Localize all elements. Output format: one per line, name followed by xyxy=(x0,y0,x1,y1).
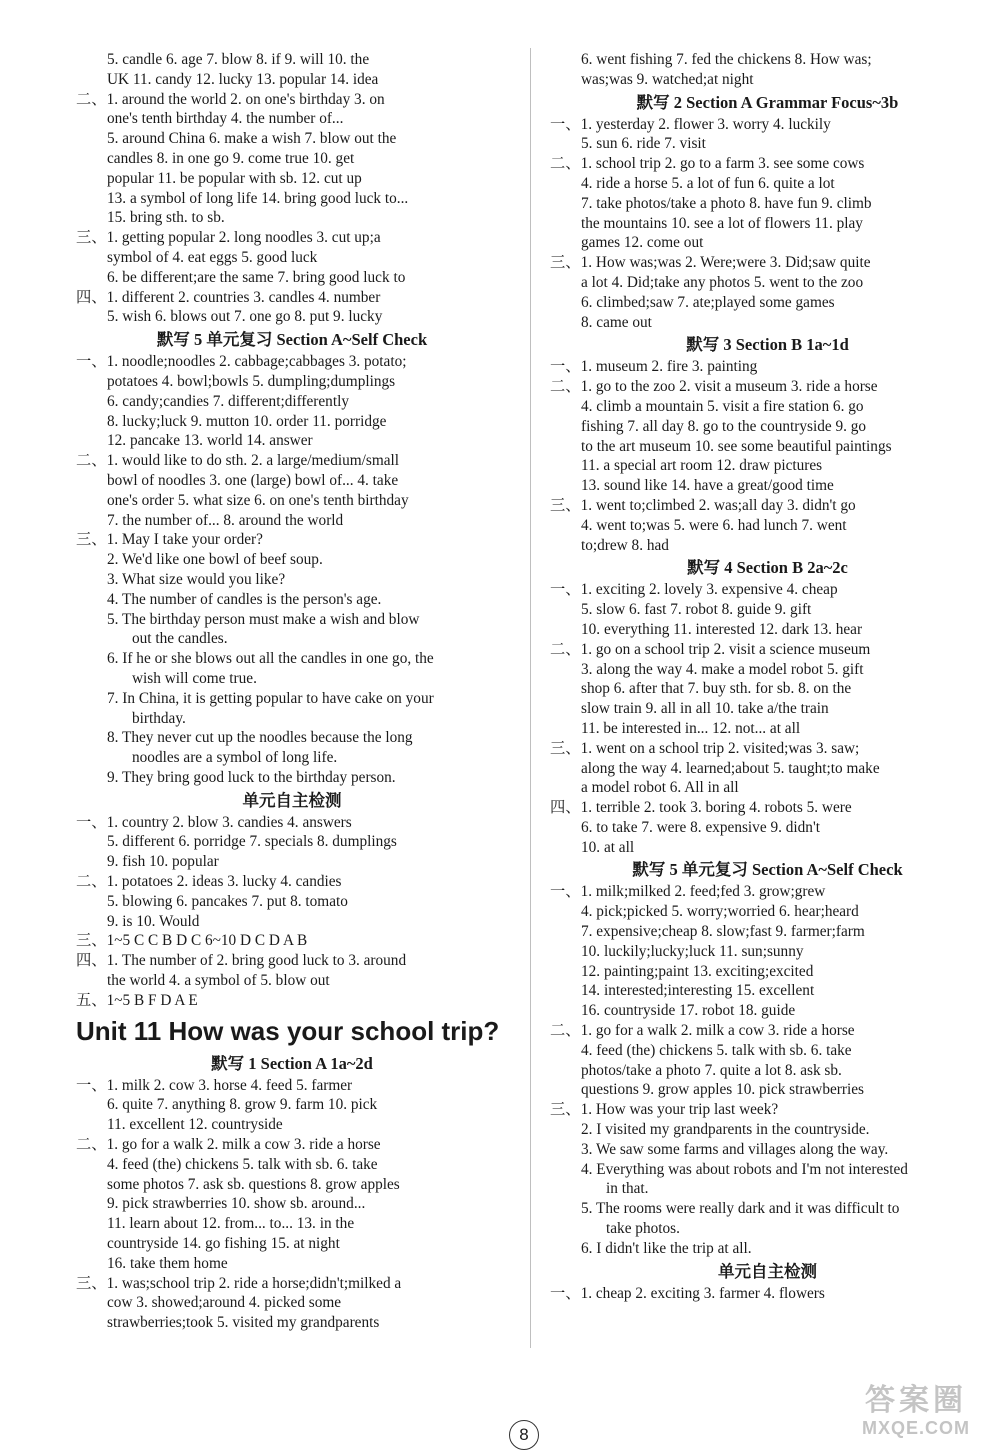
answer-line: 10. at all xyxy=(581,838,635,856)
answer-line: 一、1. cheap 2. exciting 3. farmer 4. flowers xyxy=(550,1284,825,1302)
answer-line: 二、1. school trip 2. go to a farm 3. see some cows xyxy=(550,155,865,173)
answer-line: to;drew 8. had xyxy=(581,536,669,554)
answer-line: 二、1. go for a walk 2. milk a cow 3. ride a horse xyxy=(550,1022,855,1040)
answer-line: 7. In China, it is getting popular to have cake on your xyxy=(107,689,434,707)
section-heading: 默写 3 Section B 1a~1d xyxy=(686,335,849,355)
answer-line: 一、1. country 2. blow 3. candies 4. answers xyxy=(76,813,352,831)
answer-line: candles 8. in one go 9. come true 10. get xyxy=(107,149,355,167)
answer-line: the world 4. a symbol of 5. blow out xyxy=(107,972,330,990)
answer-line: games 12. come out xyxy=(581,234,704,252)
answer-line: 3. What size would you like? xyxy=(107,570,286,588)
right-column xyxy=(550,50,985,1303)
answer-line: 4. Everything was about robots and I'm not interested xyxy=(581,1160,908,1178)
answer-line: photos/take a photo 7. quite a lot 8. ask sb. xyxy=(581,1061,842,1079)
page-number: 8 xyxy=(509,1420,539,1450)
answer-line: 6. went fishing 7. fed the chickens 8. How was; xyxy=(581,51,872,68)
answer-line: 4. feed (the) chickens 5. talk with sb. 6. take xyxy=(581,1041,852,1059)
answer-line: 10. luckily;lucky;luck 11. sun;sunny xyxy=(581,942,804,960)
answer-line: 三、1. How was your trip last week? xyxy=(550,1101,779,1119)
answer-line: 5. different 6. porridge 7. specials 8. dumplings xyxy=(107,833,397,851)
section-heading: 默写 5 单元复习 Section A~Self Check xyxy=(156,330,428,350)
answer-line: 14. interested;interesting 15. excellent xyxy=(581,982,815,1000)
answer-line: slow train 9. all in all 10. take a/the train xyxy=(581,700,829,718)
answer-line: 12. painting;paint 13. exciting;excited xyxy=(581,962,814,980)
answer-line: 3. along the way 4. make a model robot 5. gift xyxy=(581,660,864,678)
answer-line: 五、1~5 B F D A E xyxy=(76,991,198,1009)
answer-line: questions 9. grow apples 10. pick strawberries xyxy=(581,1081,864,1099)
left-column xyxy=(76,50,508,1333)
answer-line: 9. They bring good luck to the birthday person. xyxy=(107,768,396,786)
answer-line: 一、1. museum 2. fire 3. painting xyxy=(550,358,758,376)
answer-line: 一、1. exciting 2. lovely 3. expensive 4. cheap xyxy=(550,581,838,599)
answer-line: 9. is 10. Would xyxy=(107,912,200,930)
answer-line: bowl of noodles 3. one (large) bowl of... 4. take xyxy=(107,471,399,489)
answer-line: countryside 14. go fishing 15. at night xyxy=(107,1235,340,1253)
answer-line: 6. I didn't like the trip at all. xyxy=(581,1239,752,1257)
answer-line: 5. wish 6. blows out 7. one go 8. put 9. lucky xyxy=(107,308,383,326)
answer-line: noodles are a symbol of long life. xyxy=(132,749,338,767)
answer-line: out the candles. xyxy=(132,630,228,648)
answer-line: one's order 5. what size 6. on one's tenth birthday xyxy=(107,491,409,509)
answer-line: 5. candle 6. age 7. blow 8. if 9. will 10. the xyxy=(107,51,370,68)
answer-line: 12. pancake 13. world 14. answer xyxy=(107,432,313,450)
answer-line: to the art museum 10. see some beautiful paintings xyxy=(581,437,892,455)
answer-line: take photos. xyxy=(606,1220,680,1238)
answer-line: 三、1. went on a school trip 2. visited;was 3. saw; xyxy=(550,739,860,757)
answer-line: symbol of 4. eat eggs 5. good luck xyxy=(107,248,318,266)
answer-line: 一、1. noodle;noodles 2. cabbage;cabbages 3. potato; xyxy=(76,353,407,371)
answer-line: 10. everything 11. interested 12. dark 13. hear xyxy=(581,620,863,638)
answer-line: 6. to take 7. were 8. expensive 9. didn't xyxy=(581,818,820,836)
answer-line: 7. the number of... 8. around the world xyxy=(107,511,344,529)
answer-line: 7. expensive;cheap 8. slow;fast 9. farmer;farm xyxy=(581,923,865,941)
answer-line: was;was 9. watched;at night xyxy=(581,70,754,88)
section-heading: 默写 4 Section B 2a~2c xyxy=(687,558,848,578)
answer-line: 三、1. May I take your order? xyxy=(76,531,263,549)
answer-line: 5. sun 6. ride 7. visit xyxy=(581,135,706,153)
answer-line: 9. fish 10. popular xyxy=(107,853,219,871)
answer-line: 四、1. The number of 2. bring good luck to 3. around xyxy=(76,952,407,970)
answer-line: 5. The birthday person must make a wish and blow xyxy=(107,610,420,628)
answer-line: the mountains 10. see a lot of flowers 11. play xyxy=(581,214,863,232)
answer-line: 6. candy;candies 7. different;differently xyxy=(107,392,349,410)
answer-line: 三、1. was;school trip 2. ride a horse;didn't;milked a xyxy=(76,1274,402,1292)
answer-line: potatoes 4. bowl;bowls 5. dumpling;dumplings xyxy=(107,372,396,390)
answer-line: cow 3. showed;around 4. picked some xyxy=(107,1294,342,1312)
answer-line: shop 6. after that 7. buy sth. for sb. 8. on the xyxy=(581,680,852,698)
answer-line: along the way 4. learned;about 5. taught;to make xyxy=(581,759,880,777)
watermark-text: 答案圈 xyxy=(865,1384,967,1417)
answer-line: 三、1~5 C C B D C 6~10 D C D A B xyxy=(76,932,308,950)
answer-line: some photos 7. ask sb. questions 8. grow apples xyxy=(107,1175,400,1193)
section-heading: 默写 2 Section A Grammar Focus~3b xyxy=(636,92,899,112)
answer-line: 8. They never cut up the noodles because the long xyxy=(107,729,413,747)
answer-line: 4. went to;was 5. were 6. had lunch 7. went xyxy=(581,516,847,534)
answer-line: 8. came out xyxy=(581,313,652,331)
answer-line: 一、1. milk 2. cow 3. horse 4. feed 5. farmer xyxy=(76,1076,353,1094)
answer-line: 4. feed (the) chickens 5. talk with sb. 6. take xyxy=(107,1155,378,1173)
answer-line: 6. quite 7. anything 8. grow 9. farm 10. pick xyxy=(107,1096,378,1114)
answer-line: 15. bring sth. to sb. xyxy=(107,209,225,227)
answer-line: 11. learn about 12. from... to... 13. in the xyxy=(107,1215,355,1233)
answer-line: 三、1. getting popular 2. long noodles 3. cut up;a xyxy=(76,229,381,247)
answer-line: 11. excellent 12. countryside xyxy=(107,1116,283,1134)
answer-line: 5. The rooms were really dark and it was difficult to xyxy=(581,1200,900,1218)
answer-line: fishing 7. all day 8. go to the countryside 9. go xyxy=(581,417,867,435)
answer-line: 5. around China 6. make a wish 7. blow out the xyxy=(107,130,397,148)
answer-line: birthday. xyxy=(132,709,186,727)
answer-line: 13. sound like 14. have a great/good time xyxy=(581,477,834,495)
answer-line: 2. We'd like one bowl of beef soup. xyxy=(107,551,323,569)
answer-line: 四、1. terrible 2. took 3. boring 4. robots 5. were xyxy=(550,799,852,817)
answer-line: 4. ride a horse 5. a lot of fun 6. quite a lot xyxy=(581,174,835,192)
answer-line: 二、1. go to the zoo 2. visit a museum 3. ride a horse xyxy=(550,378,878,396)
answer-line: 三、1. went to;climbed 2. was;all day 3. didn't go xyxy=(550,496,856,514)
answer-line: 8. lucky;luck 9. mutton 10. order 11. porridge xyxy=(107,412,387,430)
answer-line: wish will come true. xyxy=(132,669,257,687)
answer-line: 三、1. How was;was 2. Were;were 3. Did;saw quite xyxy=(550,254,871,272)
answer-line: 4. climb a mountain 5. visit a fire station 6. go xyxy=(581,397,864,415)
answer-line: 二、1. go for a walk 2. milk a cow 3. ride a horse xyxy=(76,1136,381,1154)
answer-line: 16. take them home xyxy=(107,1254,228,1272)
answer-line: 2. I visited my grandparents in the countryside. xyxy=(581,1121,870,1139)
answer-line: a lot 4. Did;take any photos 5. went to the zoo xyxy=(581,273,864,291)
section-heading: 默写 1 Section A 1a~2d xyxy=(211,1053,373,1073)
answer-line: 11. a special art room 12. draw pictures xyxy=(581,457,823,475)
answer-line: 5. slow 6. fast 7. robot 8. guide 9. gift xyxy=(581,601,812,619)
watermark-logo xyxy=(846,1384,986,1442)
answer-line: 二、1. would like to do sth. 2. a large/medium/small xyxy=(76,452,400,470)
answer-line: 13. a symbol of long life 14. bring good luck to... xyxy=(107,189,409,207)
answer-line: 6. If he or she blows out all the candles in one go, the xyxy=(107,650,434,668)
answer-line: popular 11. be popular with sb. 12. cut up xyxy=(107,169,362,187)
answer-line: 4. pick;picked 5. worry;worried 6. hear;heard xyxy=(581,903,859,921)
answer-line: a model robot 6. All in all xyxy=(581,779,739,797)
answer-line: 16. countryside 17. robot 18. guide xyxy=(581,1002,796,1020)
answer-line: strawberries;took 5. visited my grandparents xyxy=(107,1314,380,1332)
watermark-url: MXQE.COM xyxy=(861,1418,970,1438)
answer-line: 二、1. potatoes 2. ideas 3. lucky 4. candies xyxy=(76,873,342,891)
answer-line: 3. We saw some farms and villages along the way. xyxy=(581,1140,889,1158)
section-heading: 单元自主检测 xyxy=(242,790,342,810)
answer-line: 二、1. go on a school trip 2. visit a science museum xyxy=(550,640,871,658)
answer-line: 6. be different;are the same 7. bring good luck to xyxy=(107,268,406,286)
section-heading: 单元自主检测 xyxy=(718,1261,817,1281)
answer-line: 四、1. different 2. countries 3. candles 4. number xyxy=(76,288,381,306)
answer-line: 5. blowing 6. pancakes 7. put 8. tomato xyxy=(107,892,348,910)
answer-line: UK 11. candy 12. lucky 13. popular 14. idea xyxy=(107,70,379,88)
answer-line: in that. xyxy=(606,1180,649,1198)
answer-line: 4. The number of candles is the person's age. xyxy=(107,590,382,608)
unit-title: Unit 11 How was your school trip? xyxy=(76,1015,500,1046)
answer-line: one's tenth birthday 4. the number of... xyxy=(107,110,344,128)
column-divider xyxy=(530,48,531,1348)
answer-line: 11. be interested in... 12. not... at all xyxy=(581,719,801,737)
section-heading: 默写 5 单元复习 Section A~Self Check xyxy=(632,860,903,880)
answer-line: 7. take photos/take a photo 8. have fun 9. climb xyxy=(581,194,872,212)
answer-line: 9. pick strawberries 10. show sb. around... xyxy=(107,1195,366,1213)
answer-line: 6. climbed;saw 7. ate;played some games xyxy=(581,293,835,311)
answer-line: 一、1. yesterday 2. flower 3. worry 4. luckily xyxy=(550,115,831,133)
answer-line: 一、1. milk;milked 2. feed;fed 3. grow;grew xyxy=(550,883,826,901)
answer-line: 二、1. around the world 2. on one's birthday 3. on xyxy=(76,90,385,108)
